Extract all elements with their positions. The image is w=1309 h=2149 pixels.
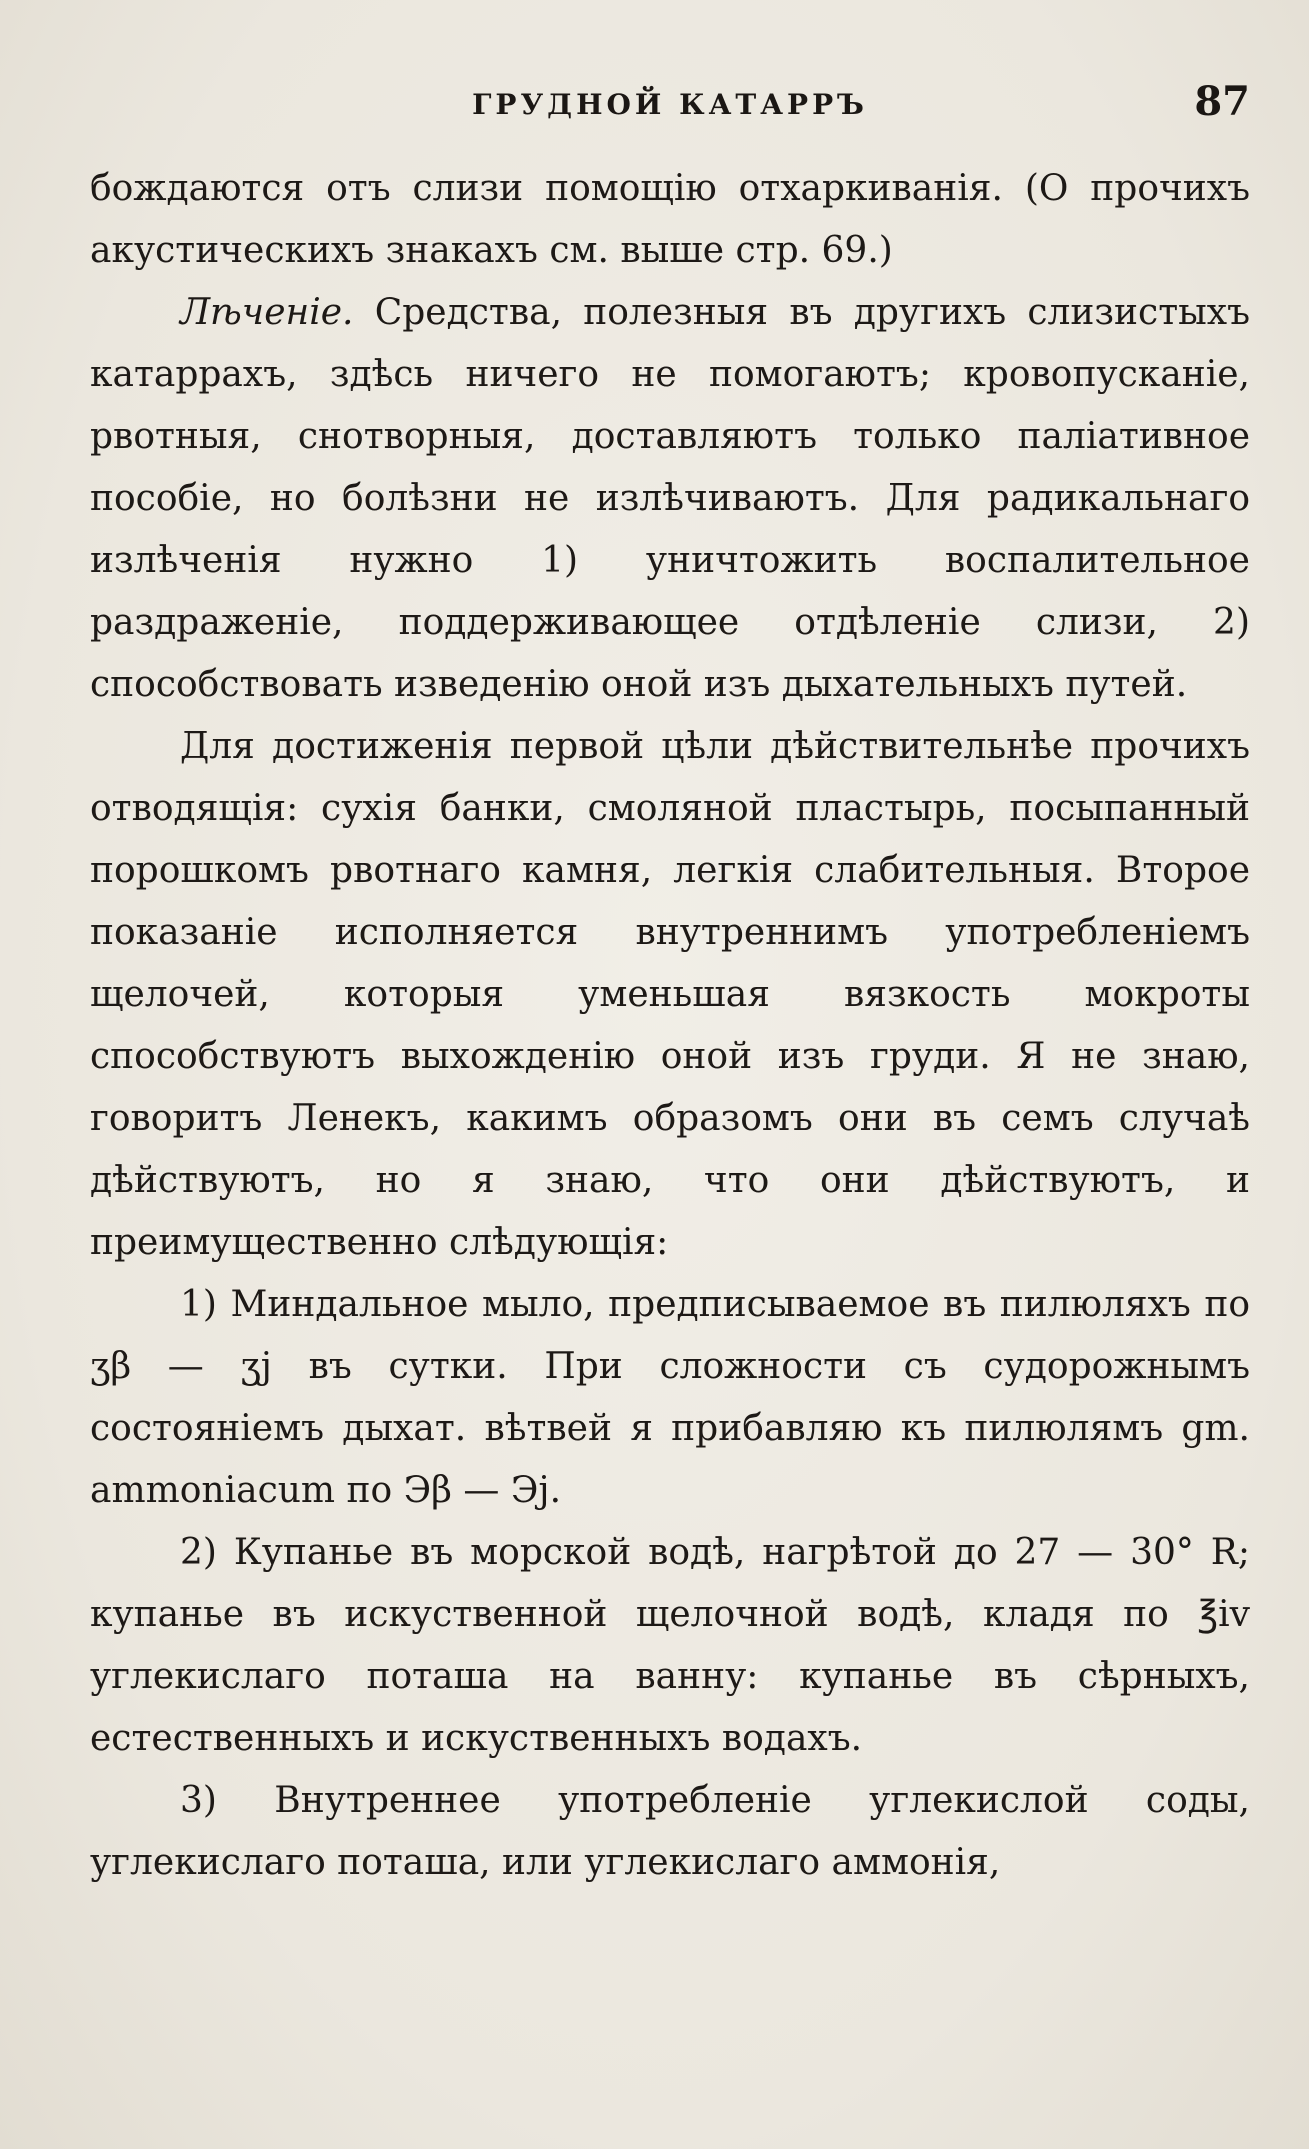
list-item [90, 1770, 1250, 1894]
paragraph-first-goal [90, 716, 1250, 1274]
running-head: ГРУДНОЙ КАТАРРЪ [472, 88, 868, 121]
list-item [90, 1522, 1250, 1770]
section-lead: Лѣченіе. [180, 292, 354, 333]
page-header [90, 78, 1250, 138]
paragraph-text: 2) Купанье въ морской водѣ, нагрѣтой до 27 — 30° R; купанье въ искуственной щелочной водѣ, кладя по ℥iv углекислаго поташа на ванну: купанье въ сѣрныхъ, естественныхъ и искуственныхъ водахъ. [90, 1532, 1250, 1759]
paragraph-continuation [90, 158, 1250, 282]
paragraph-text: Для достиженія первой цѣли дѣйствительнѣе прочихъ отводящія: сухія банки, смоляной пластырь, посыпанный порошкомъ рвотнаго камня, легкія слабительныя. Второе показаніе исполняется внутреннимъ употребленіемъ щелочей, которыя уменьшая вязкость мокроты способствуютъ выхожденію оной изъ груди. Я не знаю, говоритъ Ленекъ, какимъ образомъ они въ семъ случаѣ дѣйствуютъ, но я знаю, что они дѣйствуютъ, и преимущественно слѣдующія: [90, 726, 1250, 1263]
paragraph-text: бождаются отъ слизи помощію отхаркиванія. (О прочихъ акустическихъ знакахъ см. выше стр. 69.) [90, 168, 1250, 271]
paragraph-text: 1) Миндальное мыло, предписываемое въ пилюляхъ по ʒβ — ʒj въ сутки. При сложности съ судорожнымъ состояніемъ дыхат. вѣтвей я прибавляю къ пилюлямъ gm. ammoniacum по Эβ — Эj. [90, 1284, 1250, 1511]
paragraph-text: Средства, полезныя въ другихъ слизистыхъ катаррахъ, здѣсь ничего не помогаютъ; кровопусканіе, рвотныя, снотворныя, доставляютъ только паліативное пособіе, но болѣзни не излѣчиваютъ. Для радикальнаго излѣченія нужно 1) уничтожить воспалительное раздраженіе, поддерживающее отдѣленіе слизи, 2) способствовать изведенію оной изъ дыхательныхъ путей. [90, 292, 1250, 705]
body-text [90, 158, 1250, 1894]
list-item [90, 1274, 1250, 1522]
paragraph-treatment [90, 282, 1250, 716]
paragraph-text: 3) Внутреннее употребленіе углекислой соды, углекислаго поташа, или углекислаго аммонія, [90, 1780, 1250, 1883]
page-number: 87 [1194, 78, 1250, 125]
